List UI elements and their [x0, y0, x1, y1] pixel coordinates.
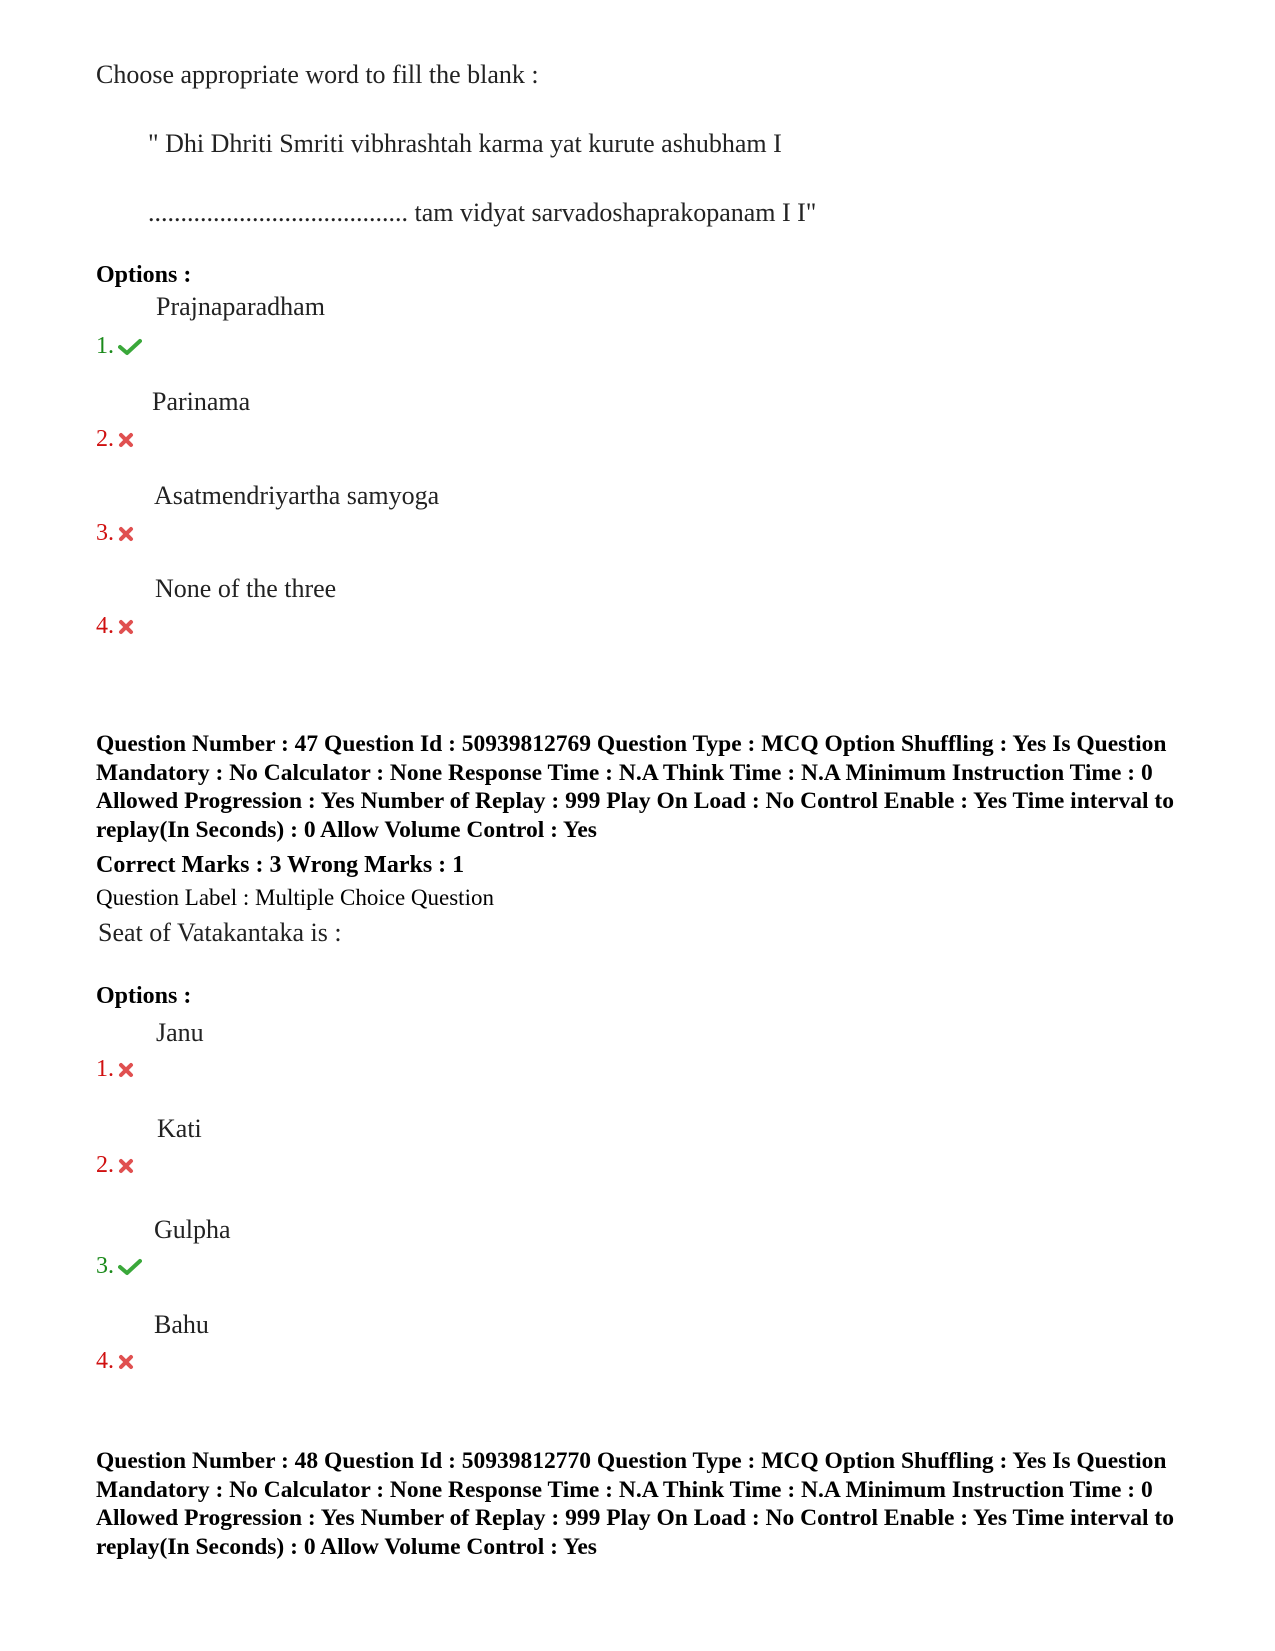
question-meta: Question Number : 48 Question Id : 50939812770 Question Type : MCQ Option Shuffling : Yes Is Question Mandatory : No Calculator : None Response Time : N.A Think Time : N.A Minimum Instruction Time : 0 Allowed Progression : Yes Number of Replay : 999 Play On Load : No Control Enable : Yes Time interval to replay(In Seconds) : 0 Allow Volume Control : Yes — [96, 1448, 1174, 1560]
question-prompt: Seat of Vatakantaka is : — [98, 918, 342, 947]
option-number: 4. — [96, 613, 134, 640]
option-text: Bahu — [154, 1310, 209, 1339]
check-icon — [118, 1258, 142, 1276]
option-text: None of the three — [155, 574, 337, 603]
option-text: Gulpha — [154, 1215, 231, 1244]
verse-line-1: " Dhi Dhriti Smriti vibhrashtah karma yat kurute ashubham I — [148, 129, 782, 158]
check-icon — [118, 338, 142, 356]
option-number: 2. — [96, 426, 134, 453]
option-number: 4. — [96, 1348, 134, 1375]
option-number: 1. — [96, 1056, 134, 1083]
cross-icon — [118, 1354, 134, 1370]
options-label: Options : — [96, 983, 192, 1009]
option-number: 2. — [96, 1152, 134, 1179]
cross-icon — [118, 526, 134, 542]
question-marks: Correct Marks : 3 Wrong Marks : 1 — [96, 852, 465, 878]
option-text: Prajnaparadham — [156, 292, 325, 321]
verse-line-2: ........................................ tam vidyat sarvadoshaprakopanam I I" — [148, 198, 817, 227]
option-text: Kati — [157, 1114, 202, 1143]
options-label: Options : — [96, 262, 192, 288]
question-prompt: Choose appropriate word to fill the blank : — [96, 60, 539, 89]
question-label: Question Label : Multiple Choice Question — [96, 885, 494, 910]
option-text: Janu — [156, 1018, 204, 1047]
cross-icon — [118, 1158, 134, 1174]
option-text: Asatmendriyartha samyoga — [154, 481, 440, 510]
cross-icon — [118, 1062, 134, 1078]
option-text: Parinama — [152, 387, 251, 416]
question-meta: Question Number : 47 Question Id : 50939812769 Question Type : MCQ Option Shuffling : Yes Is Question Mandatory : No Calculator : None Response Time : N.A Think Time : N.A Minimum Instruction Time : 0 Allowed Progression : Yes Number of Replay : 999 Play On Load : No Control Enable : Yes Time interval to replay(In Seconds) : 0 Allow Volume Control : Yes — [96, 731, 1174, 843]
option-number: 3. — [96, 520, 134, 547]
option-number: 1. — [96, 333, 142, 360]
cross-icon — [118, 432, 134, 448]
cross-icon — [118, 619, 134, 635]
option-number: 3. — [96, 1253, 142, 1280]
